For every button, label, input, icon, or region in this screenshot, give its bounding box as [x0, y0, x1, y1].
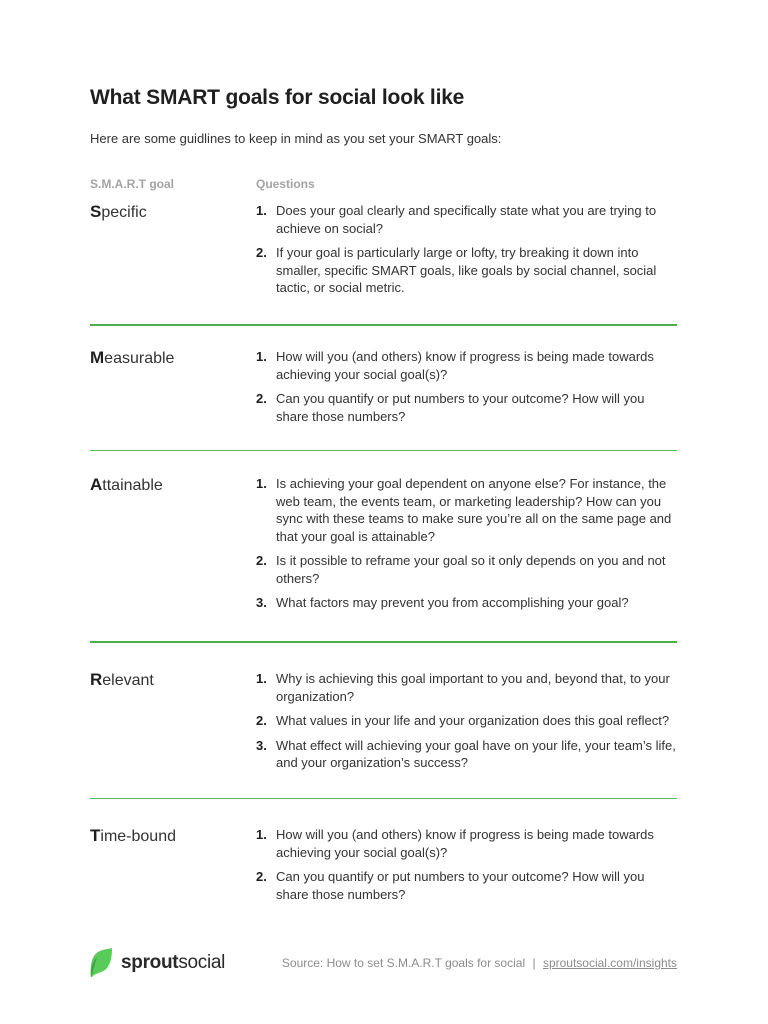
question-item [256, 868, 677, 903]
page-title: What SMART goals for social look like [90, 86, 465, 109]
section-divider [90, 324, 677, 326]
question-list [256, 826, 677, 903]
section-divider [90, 641, 677, 643]
question-item [256, 202, 677, 237]
goal-letter: A [90, 475, 103, 494]
insights-link[interactable]: sproutsocial.com/insights [542, 956, 677, 970]
question-item [256, 737, 677, 772]
question-number: 1. [256, 203, 267, 218]
section-divider [90, 798, 677, 799]
question-item [256, 475, 677, 545]
goal-name [90, 670, 154, 690]
section-divider [90, 450, 677, 451]
question-text: What values in your life and your organization does this goal reflect? [276, 713, 670, 728]
goal-name [90, 826, 176, 846]
sprout-social-logo [89, 948, 225, 978]
source-separator: | [532, 956, 536, 970]
question-text: Is it possible to reframe your goal so it only depends on you and not others? [276, 553, 666, 586]
goal-rest: ttainable [102, 477, 163, 494]
goal-letter: R [90, 670, 103, 689]
question-text: Why is achieving this goal important to you and, beyond that, to your organization? [276, 671, 670, 704]
goal-rest: pecific [101, 204, 147, 221]
question-item [256, 826, 677, 861]
question-number: 2. [256, 391, 267, 406]
question-item [256, 348, 677, 383]
question-text: How will you (and others) know if progress is being made towards achieving your social goal(s)? [276, 827, 654, 860]
question-text: How will you (and others) know if progress is being made towards achieving your social goal(s)? [276, 349, 654, 382]
question-number: 2. [256, 553, 267, 568]
goal-letter: S [90, 202, 102, 221]
question-item [256, 552, 677, 587]
goal-name [90, 202, 147, 222]
question-text: What effect will achieving your goal have on your life, your team’s life, and your organization’s success? [276, 737, 676, 770]
column-header-goal: S.M.A.R.T goal [90, 177, 174, 191]
question-item [256, 594, 677, 612]
question-number: 1. [256, 349, 267, 364]
question-number: 1. [256, 476, 267, 491]
logo-rest: social [178, 952, 226, 973]
question-item [256, 244, 677, 297]
goal-rest: ime-bound [100, 828, 176, 845]
source-text: Source: How to set S.M.A.R.T goals for social [281, 956, 526, 970]
question-item [256, 390, 677, 425]
question-item [256, 712, 677, 730]
question-number: 2. [256, 713, 267, 728]
column-header-questions: Questions [256, 177, 315, 191]
question-list [256, 475, 677, 612]
question-list [256, 348, 677, 425]
question-number: 3. [256, 595, 267, 610]
goal-letter: M [90, 348, 105, 367]
question-text: Does your goal clearly and specifically state what you are trying to achieve on social? [276, 203, 657, 236]
logo-bold: sprout [121, 952, 179, 973]
goal-letter: T [90, 826, 101, 845]
question-text: If your goal is particularly large or lofty, try breaking it down into smaller, specific SMART goals, like goals by social channel, social tactic, or social metric. [276, 245, 657, 295]
question-list [256, 670, 677, 772]
question-number: 1. [256, 671, 267, 686]
question-item [256, 670, 677, 705]
goal-rest: elevant [102, 672, 154, 689]
goal-name [90, 475, 163, 495]
question-number: 3. [256, 737, 267, 753]
question-number: 2. [256, 869, 267, 884]
question-number: 1. [256, 827, 267, 842]
question-text: Can you quantify or put numbers to your outcome? How will you share those numbers? [276, 869, 645, 902]
logo-wordmark [121, 952, 225, 974]
question-list [256, 202, 677, 297]
question-text: What factors may prevent you from accomplishing your goal? [276, 595, 629, 610]
goal-rest: easurable [104, 350, 175, 367]
leaf-icon [89, 948, 113, 978]
question-number: 2. [256, 245, 267, 260]
intro-text: Here are some guidlines to keep in mind as you set your SMART goals: [90, 131, 502, 146]
source-line [282, 956, 677, 970]
question-text: Can you quantify or put numbers to your outcome? How will you share those numbers? [276, 391, 645, 424]
question-text: Is achieving your goal dependent on anyone else? For instance, the web team, the events team, or marketing leadership? How can you sync with these teams to make sure you’re all on the same page and that your goal is attainable? [276, 476, 672, 544]
goal-name [90, 348, 174, 368]
